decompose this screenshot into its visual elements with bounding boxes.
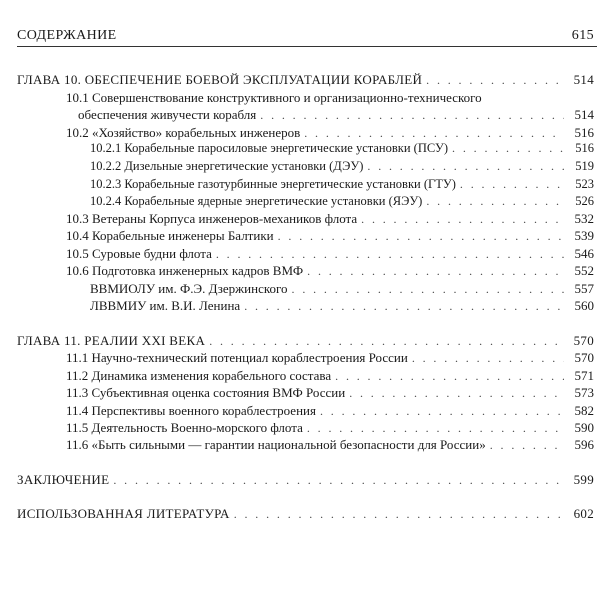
toc-entry-page: 557 bbox=[574, 281, 594, 296]
toc-entry-10-1 bbox=[78, 106, 594, 124]
toc-entry-chapter-10 bbox=[17, 71, 594, 89]
toc-entry-title: 10.5 Суровые будни флота bbox=[66, 246, 212, 261]
toc-entry-title: 11.4 Перспективы военного кораблестроения bbox=[66, 403, 316, 418]
leader-dots bbox=[460, 176, 564, 193]
running-header bbox=[17, 26, 594, 48]
toc-entry-page: 523 bbox=[575, 177, 594, 191]
leader-dots bbox=[412, 350, 564, 367]
leader-dots bbox=[452, 140, 564, 157]
toc-entry-title: 10.2.1 Корабельные паросиловые энергетические установки (ПСУ) bbox=[90, 141, 449, 155]
toc-entry-title: 11.5 Деятельность Военно-морского флота bbox=[66, 420, 303, 435]
leader-dots bbox=[244, 298, 564, 315]
toc-entry-title: 10.2.2 Дизельные энергетические установки (ДЭУ) bbox=[90, 159, 364, 173]
leader-dots bbox=[307, 420, 564, 437]
toc-entry-11-1 bbox=[66, 349, 594, 367]
toc-entry-chapter-11 bbox=[17, 332, 594, 350]
toc-entry-title: обеспечения живучести корабля bbox=[78, 107, 257, 122]
toc-entry-title: 10.3 Ветераны Корпуса инженеров-механиков флота bbox=[66, 211, 358, 226]
toc-entry-11-3 bbox=[66, 384, 594, 402]
leader-dots bbox=[260, 107, 564, 124]
header-divider bbox=[17, 46, 597, 47]
toc-entry-title: ИСПОЛЬЗОВАННАЯ ЛИТЕРАТУРА bbox=[17, 506, 230, 521]
toc-entry-11-5 bbox=[66, 419, 594, 437]
leader-dots bbox=[426, 193, 564, 210]
toc-entry-page: 560 bbox=[574, 298, 594, 313]
toc-entry-10-5 bbox=[66, 245, 594, 263]
toc-entry-page: 539 bbox=[574, 228, 594, 243]
leader-dots bbox=[278, 228, 564, 245]
leader-dots bbox=[367, 158, 564, 175]
toc-entry-title: 10.6 Подготовка инженерных кадров ВМФ bbox=[66, 263, 304, 278]
toc-entry-page: 570 bbox=[573, 333, 594, 348]
toc-entry-11-4 bbox=[66, 402, 594, 420]
toc-entry-10-4 bbox=[66, 227, 594, 245]
toc-entry-page: 514 bbox=[573, 72, 594, 87]
leader-dots bbox=[361, 211, 564, 228]
leader-dots bbox=[490, 437, 564, 454]
toc-entry-page: 582 bbox=[574, 403, 594, 418]
leader-dots bbox=[335, 368, 564, 385]
toc-entry-title: ЛВВМИУ им. В.И. Ленина bbox=[90, 298, 241, 313]
toc-entry-page: 526 bbox=[575, 194, 594, 208]
toc-entry-10-6-a bbox=[90, 280, 594, 298]
toc-entry-page: 596 bbox=[574, 437, 594, 452]
leader-dots bbox=[307, 263, 564, 280]
toc-entry-10-2-2 bbox=[90, 158, 594, 175]
toc-entry-10-2-3 bbox=[90, 176, 594, 193]
toc-entry-11-2 bbox=[66, 367, 594, 385]
leader-dots bbox=[292, 281, 564, 298]
toc-entry-10-6-b bbox=[90, 297, 594, 315]
toc-entry-title: 10.2.4 Корабельные ядерные энергетические установки (ЯЭУ) bbox=[90, 194, 423, 208]
leader-dots bbox=[234, 506, 564, 523]
toc-entry-title: 11.3 Субъективная оценка состояния ВМФ России bbox=[66, 385, 346, 400]
toc-entry-page: 573 bbox=[574, 385, 594, 400]
toc-entry-page: 599 bbox=[573, 472, 594, 487]
toc-entry-page: 516 bbox=[575, 141, 594, 155]
toc-entry-10-3 bbox=[66, 210, 594, 228]
leader-dots bbox=[320, 403, 564, 420]
toc-entry-page: 546 bbox=[574, 246, 594, 261]
toc-entry-page: 602 bbox=[573, 506, 594, 521]
toc-entry-title: 11.6 «Быть сильными — гарантии национальной безопасности для России» bbox=[66, 437, 486, 452]
toc-entry-10-1-line1: 10.1 Совершенствование конструктивного и организационно-технического bbox=[66, 90, 482, 105]
toc-entry-title: 11.1 Научно-технический потенциал кораблестроения России bbox=[66, 350, 408, 365]
toc-entry-conclusion bbox=[17, 471, 594, 489]
toc-entry-title: 10.2.3 Корабельные газотурбинные энергетические установки (ГТУ) bbox=[90, 177, 456, 191]
toc-entry-title: 11.2 Динамика изменения корабельного состава bbox=[66, 368, 332, 383]
toc-entry-10-2-4 bbox=[90, 193, 594, 210]
toc-entry-page: 552 bbox=[574, 263, 594, 278]
toc-entry-page: 532 bbox=[574, 211, 594, 226]
leader-dots bbox=[349, 385, 564, 402]
toc-entry-page: 514 bbox=[574, 107, 594, 122]
toc-entry-title: ГЛАВА 11. РЕАЛИИ XXI ВЕКА bbox=[17, 333, 206, 348]
toc-entry-10-6 bbox=[66, 262, 594, 280]
toc-entry-page: 571 bbox=[574, 368, 594, 383]
toc-entry-title: ЗАКЛЮЧЕНИЕ bbox=[17, 472, 110, 487]
leader-dots bbox=[216, 246, 564, 263]
leader-dots bbox=[113, 472, 564, 489]
toc-entry-page: 590 bbox=[574, 420, 594, 435]
toc-entry-title: 10.2 «Хозяйство» корабельных инженеров bbox=[66, 125, 301, 140]
toc-entry-10-2-1 bbox=[90, 140, 594, 157]
toc-entry-title: ГЛАВА 10. ОБЕСПЕЧЕНИЕ БОЕВОЙ ЭКСПЛУАТАЦИИ КОРАБЛЕЙ bbox=[17, 72, 423, 87]
leader-dots bbox=[209, 333, 564, 350]
toc-entry-page: 516 bbox=[574, 125, 594, 140]
toc-entry-11-6 bbox=[66, 436, 594, 454]
running-header-page-number: 615 bbox=[571, 28, 594, 43]
toc-entry-title: 10.4 Корабельные инженеры Балтики bbox=[66, 228, 274, 243]
toc-entry-literature bbox=[17, 505, 594, 523]
toc-entry-title: ВВМИОЛУ им. Ф.Э. Дзержинского bbox=[90, 281, 288, 296]
toc-entry-page: 570 bbox=[574, 350, 594, 365]
toc-entry-page: 519 bbox=[575, 159, 594, 173]
leader-dots bbox=[426, 72, 564, 89]
running-header-title: СОДЕРЖАНИЕ bbox=[17, 28, 117, 43]
